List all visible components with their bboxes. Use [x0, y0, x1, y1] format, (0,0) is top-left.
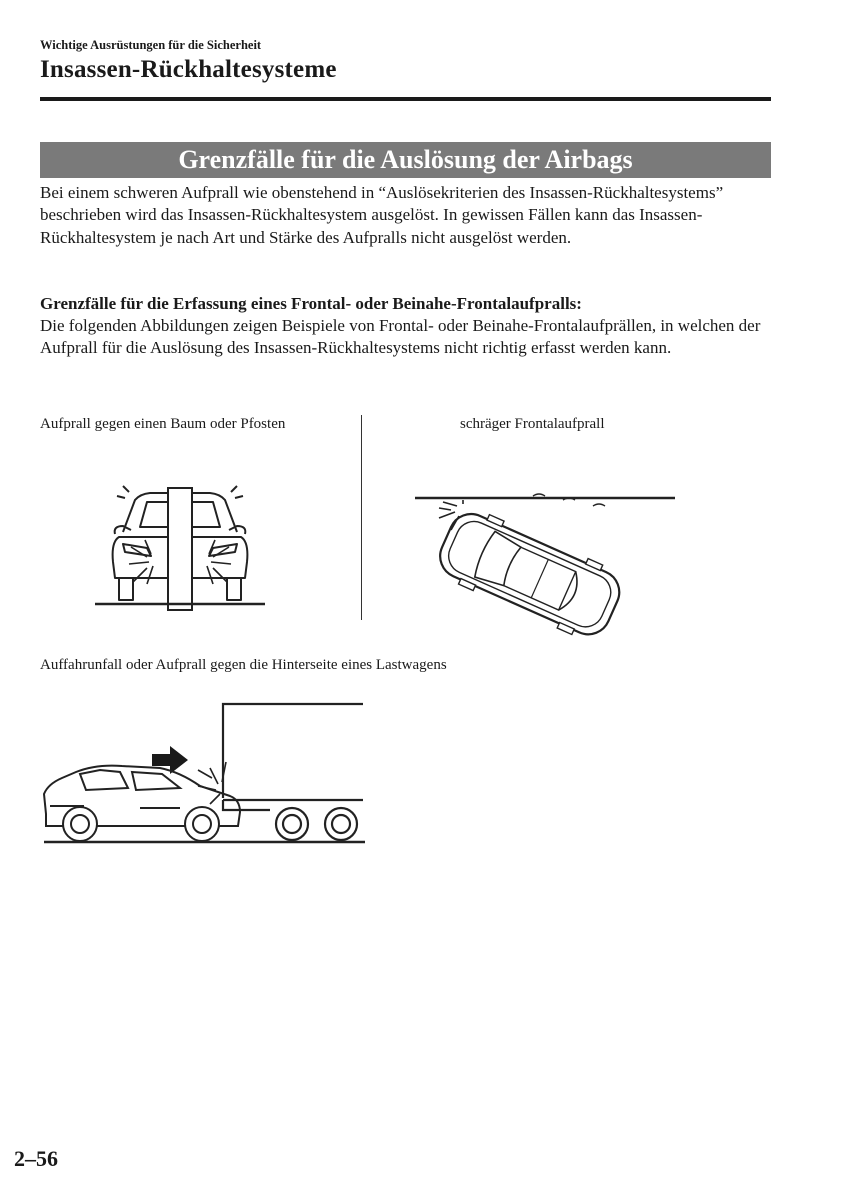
- underride-figure-caption: Auffahrunfall oder Aufprall gegen die Hinterseite eines Lastwagens: [40, 657, 447, 673]
- frontal-heading: Grenzfälle für die Erfassung eines Frontal- oder Beinahe-Frontalaufpralls:: [40, 294, 582, 313]
- figure-column-divider: [361, 415, 362, 620]
- oblique-figure-caption: schräger Frontalaufprall: [460, 416, 605, 432]
- car-oblique-impact-illustration: [413, 492, 675, 604]
- car-truck-underride-illustration: [40, 702, 365, 847]
- frontal-paragraph: Die folgenden Abbildungen zeigen Beispiele von Frontal- oder Beinahe-Frontalaufprällen, in welchen der Aufprall für die Auslösung des Insassen-Rückhaltesystems nicht richtig erfasst werden kann.: [40, 316, 761, 358]
- pole-figure-caption: Aufprall gegen einen Baum oder Pfosten: [40, 416, 286, 432]
- page-section-title: Insassen-Rückhaltesysteme: [40, 56, 337, 83]
- intro-paragraph: Bei einem schweren Aufprall wie obenstehend in “Auslösekriterien des Insassen-Rückhaltesystems” beschrieben wird das Insassen-Rückhaltesystem ausgelöst. In gewissen Fällen kann das Insassen-Rückhaltesystem je nach Art und Stärke des Aufpralls nicht ausgelöst werden.: [40, 183, 724, 247]
- chapter-banner: Grenzfälle für die Auslösung der Airbags: [40, 142, 771, 178]
- section-label: Wichtige Ausrüstungen für die Sicherheit: [40, 38, 262, 52]
- header-divider: [40, 97, 771, 101]
- page-number: 2–56: [14, 1146, 58, 1171]
- car-hitting-pole-illustration: [95, 482, 265, 610]
